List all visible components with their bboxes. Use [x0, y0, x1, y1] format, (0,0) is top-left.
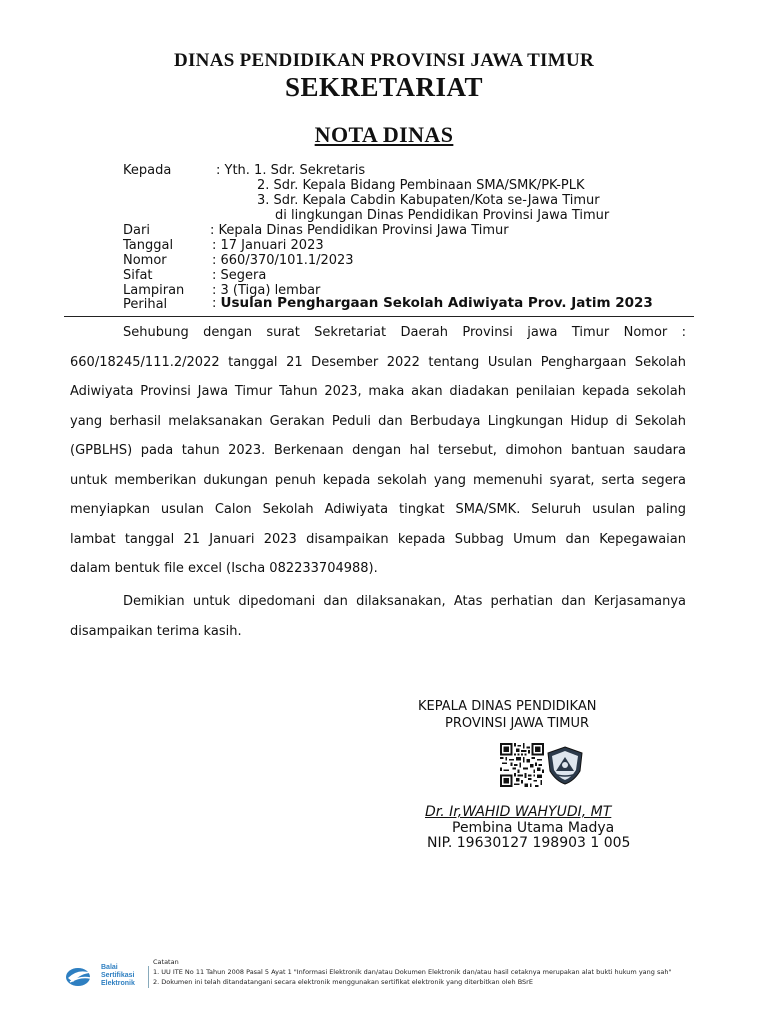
bsre-logo-line-2: Sertifikasi [101, 972, 135, 979]
body-line: yang berhasil melaksanakan Gerakan Peduli dan Berbudaya Lingkungan Hidup di Sekolah [70, 413, 686, 429]
body-line: Sehubung dengan surat Sekretariat Daerah Provinsi jawa Timur Nomor : [123, 325, 686, 340]
east-java-seal-icon [544, 745, 586, 785]
footer-note-2: 2. Dokumen ini telah ditandatangani secara elektronik menggunakan sertifikat elektronik yang diterbitkan oleh BSrE [153, 978, 533, 986]
body-line: disampaikan terima kasih. [70, 623, 242, 639]
kepada-line-3: 3. Sdr. Kepala Cabdin Kabupaten/Kota se-Jawa Timur [257, 193, 600, 208]
body-line: Demikian untuk dipedomani dan dilaksanakan, Atas perhatian dan Kerjasamanya [123, 594, 686, 609]
footer-note-1: 1. UU ITE No 11 Tahun 2008 Pasal 5 Ayat 1 "Informasi Elektronik dan/atau Dokumen Elektronik dan/atau hasil cetaknya merupakan alat bukti hukum yang sah" [153, 968, 672, 976]
footer-divider [148, 966, 149, 988]
body-line: (GPBLHS) pada tahun 2023. Berkenaan dengan hal tersebut, dimohon bantuan saudara [70, 443, 686, 458]
kepada-line-2: 2. Sdr. Kepala Bidang Pembinaan SMA/SMK/PK-PLK [257, 178, 585, 193]
document-title: NOTA DINAS [314, 122, 454, 147]
kepada-line-4: di lingkungan Dinas Pendidikan Provinsi Jawa Timur [275, 208, 610, 223]
body-paragraph-1 [70, 318, 686, 584]
perihal-colon: : [212, 296, 221, 311]
kepada-line-1: : Yth. 1. Sdr. Sekretaris [216, 163, 366, 178]
body-paragraph-2 [70, 587, 686, 646]
bsre-logo-line-1: Balai [101, 964, 118, 971]
nomor-value: : 660/370/101.1/2023 [212, 253, 354, 268]
body-line: lambat tanggal 21 Januari 2023 disampaikan kepada Subbag Umum dan Kepegawaian [70, 531, 686, 547]
perihal-label: Perihal [123, 297, 168, 312]
dari-value: : Kepala Dinas Pendidikan Provinsi Jawa Timur [210, 223, 509, 238]
signatory-office: KEPALA DINAS PENDIDIKAN [418, 699, 597, 714]
lampiran-value: : 3 (Tiga) lembar [212, 283, 321, 298]
body-line: untuk memberikan dukungan penuh kepada sekolah yang memenuhi syarat, serta segera [70, 472, 686, 488]
sifat-value: : Segera [212, 268, 267, 283]
dari-label: Dari [123, 223, 150, 238]
nomor-label: Nomor [123, 253, 167, 268]
tanggal-value: : 17 Januari 2023 [212, 238, 324, 253]
body-line: Adiwiyata Provinsi Jawa Timur Tahun 2023, maka akan diadakan penilaian kepada sekolah [70, 384, 686, 399]
sifat-label: Sifat [123, 268, 153, 283]
bsre-logo-line-3: Elektronik [101, 980, 135, 987]
body-line: menyiapkan usulan Calon Sekolah Adiwiyata tingkat SMA/SMK. Seluruh usulan paling [70, 502, 686, 517]
signatory-nip: NIP. 19630127 198903 1 005 [427, 835, 631, 851]
perihal-value: Usulan Penghargaan Sekolah Adiwiyata Prov. Jatim 2023 [220, 295, 653, 311]
body-line: 660/18245/111.2/2022 tanggal 21 Desember 2022 tentang Usulan Penghargaan Sekolah [70, 354, 686, 370]
tanggal-label: Tanggal [123, 238, 174, 253]
qr-code-icon [500, 743, 544, 787]
perihal-row [212, 296, 653, 311]
department-heading: SEKRETARIAT [284, 72, 484, 102]
signatory-name: Dr. Ir,WAHID WAHYUDI, MT [425, 804, 612, 820]
body-line: dalam bentuk file excel (Ischa 082233704988). [70, 561, 378, 576]
organization-heading: DINAS PENDIDIKAN PROVINSI JAWA TIMUR [173, 50, 595, 71]
header-divider [64, 316, 694, 317]
signatory-rank: Pembina Utama Madya [452, 820, 615, 836]
lampiran-label: Lampiran [123, 283, 185, 298]
kepada-label: Kepada [123, 163, 172, 178]
catatan-label: Catatan [153, 958, 179, 966]
signatory-province: PROVINSI JAWA TIMUR [445, 716, 590, 731]
bsre-logo-icon [64, 962, 96, 988]
